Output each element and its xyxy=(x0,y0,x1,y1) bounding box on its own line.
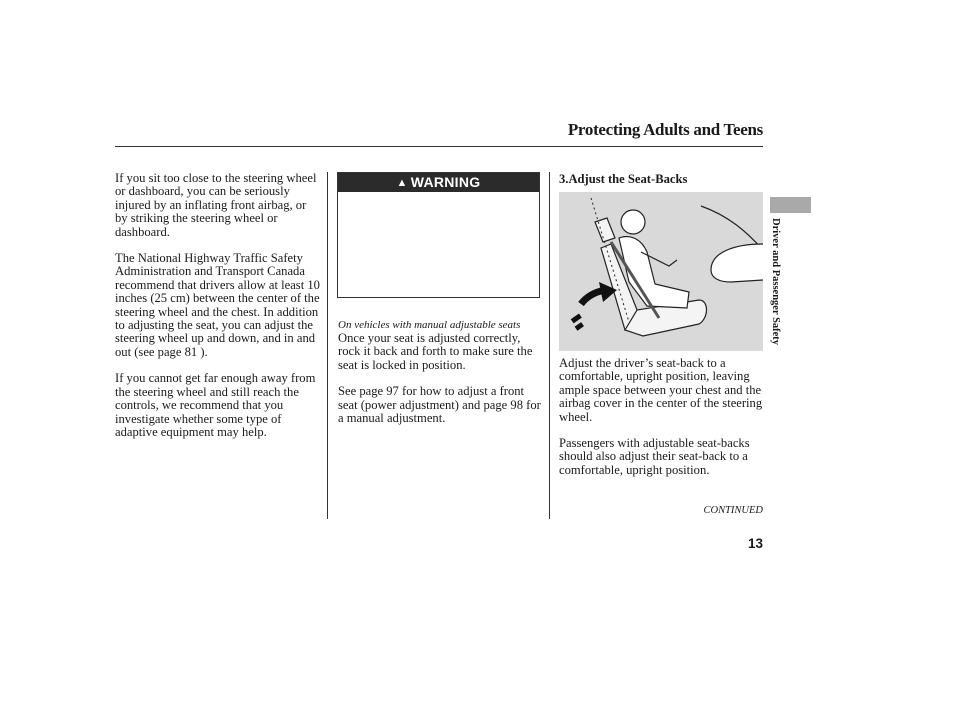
warning-triangle-icon: ▲ xyxy=(396,177,408,189)
paragraph: Passengers with adjustable seat-backs should also adjust their seat-back to a comfortable, upright position. xyxy=(559,436,750,477)
column-2 xyxy=(338,319,541,438)
seat-back-illustration xyxy=(559,192,763,351)
figure-caption: On vehicles with manual adjustable seats xyxy=(338,319,521,331)
paragraph: Adjust the driver’s seat-back to a comfortable, upright position, leaving ample space between your chest and the airbag cover in the center of the steering wheel. xyxy=(559,356,763,424)
column-1 xyxy=(115,172,321,452)
section-tab-text: Driver and Passenger Safety xyxy=(770,218,781,346)
section-tab xyxy=(770,197,811,213)
page-title: Protecting Adults and Teens xyxy=(567,120,763,139)
paragraph: Once your seat is adjusted correctly, rock it back and forth to make sure the seat is locked in position. xyxy=(338,331,533,372)
column-3 xyxy=(559,357,763,490)
paragraph: If you sit too close to the steering wheel or dashboard, you can be seriously injured by an inflating front airbag, or by striking the steering wheel or dashboard. xyxy=(115,171,317,239)
section-heading: 3.Adjust the Seat-Backs xyxy=(559,172,688,186)
paragraph: The National Highway Traffic Safety Administration and Transport Canada recommend that drivers allow at least 10 inches (25 cm) between the center of the steering wheel and the chest. In addition to adjusting the seat, you can adjust the steering wheel up and down, and in and out (see page 81 ). xyxy=(115,251,320,359)
column-divider xyxy=(549,172,550,519)
seat-back-illustration-drawing xyxy=(559,192,763,351)
warning-header xyxy=(338,173,539,192)
header-rule xyxy=(115,146,763,147)
warning-box xyxy=(337,172,540,298)
warning-label: WARNING xyxy=(410,174,481,190)
paragraph: See page 97 for how to adjust a front seat (power adjustment) and page 98 for a manual adjustment. xyxy=(338,384,541,426)
page-number: 13 xyxy=(747,536,763,551)
section-tab-label xyxy=(766,218,786,358)
continued-label: CONTINUED xyxy=(703,505,763,516)
column-divider xyxy=(327,172,328,519)
paragraph: If you cannot get far enough away from the steering wheel and still reach the controls, we recommend that you investigate whether some type of adaptive equipment may help. xyxy=(115,371,316,439)
